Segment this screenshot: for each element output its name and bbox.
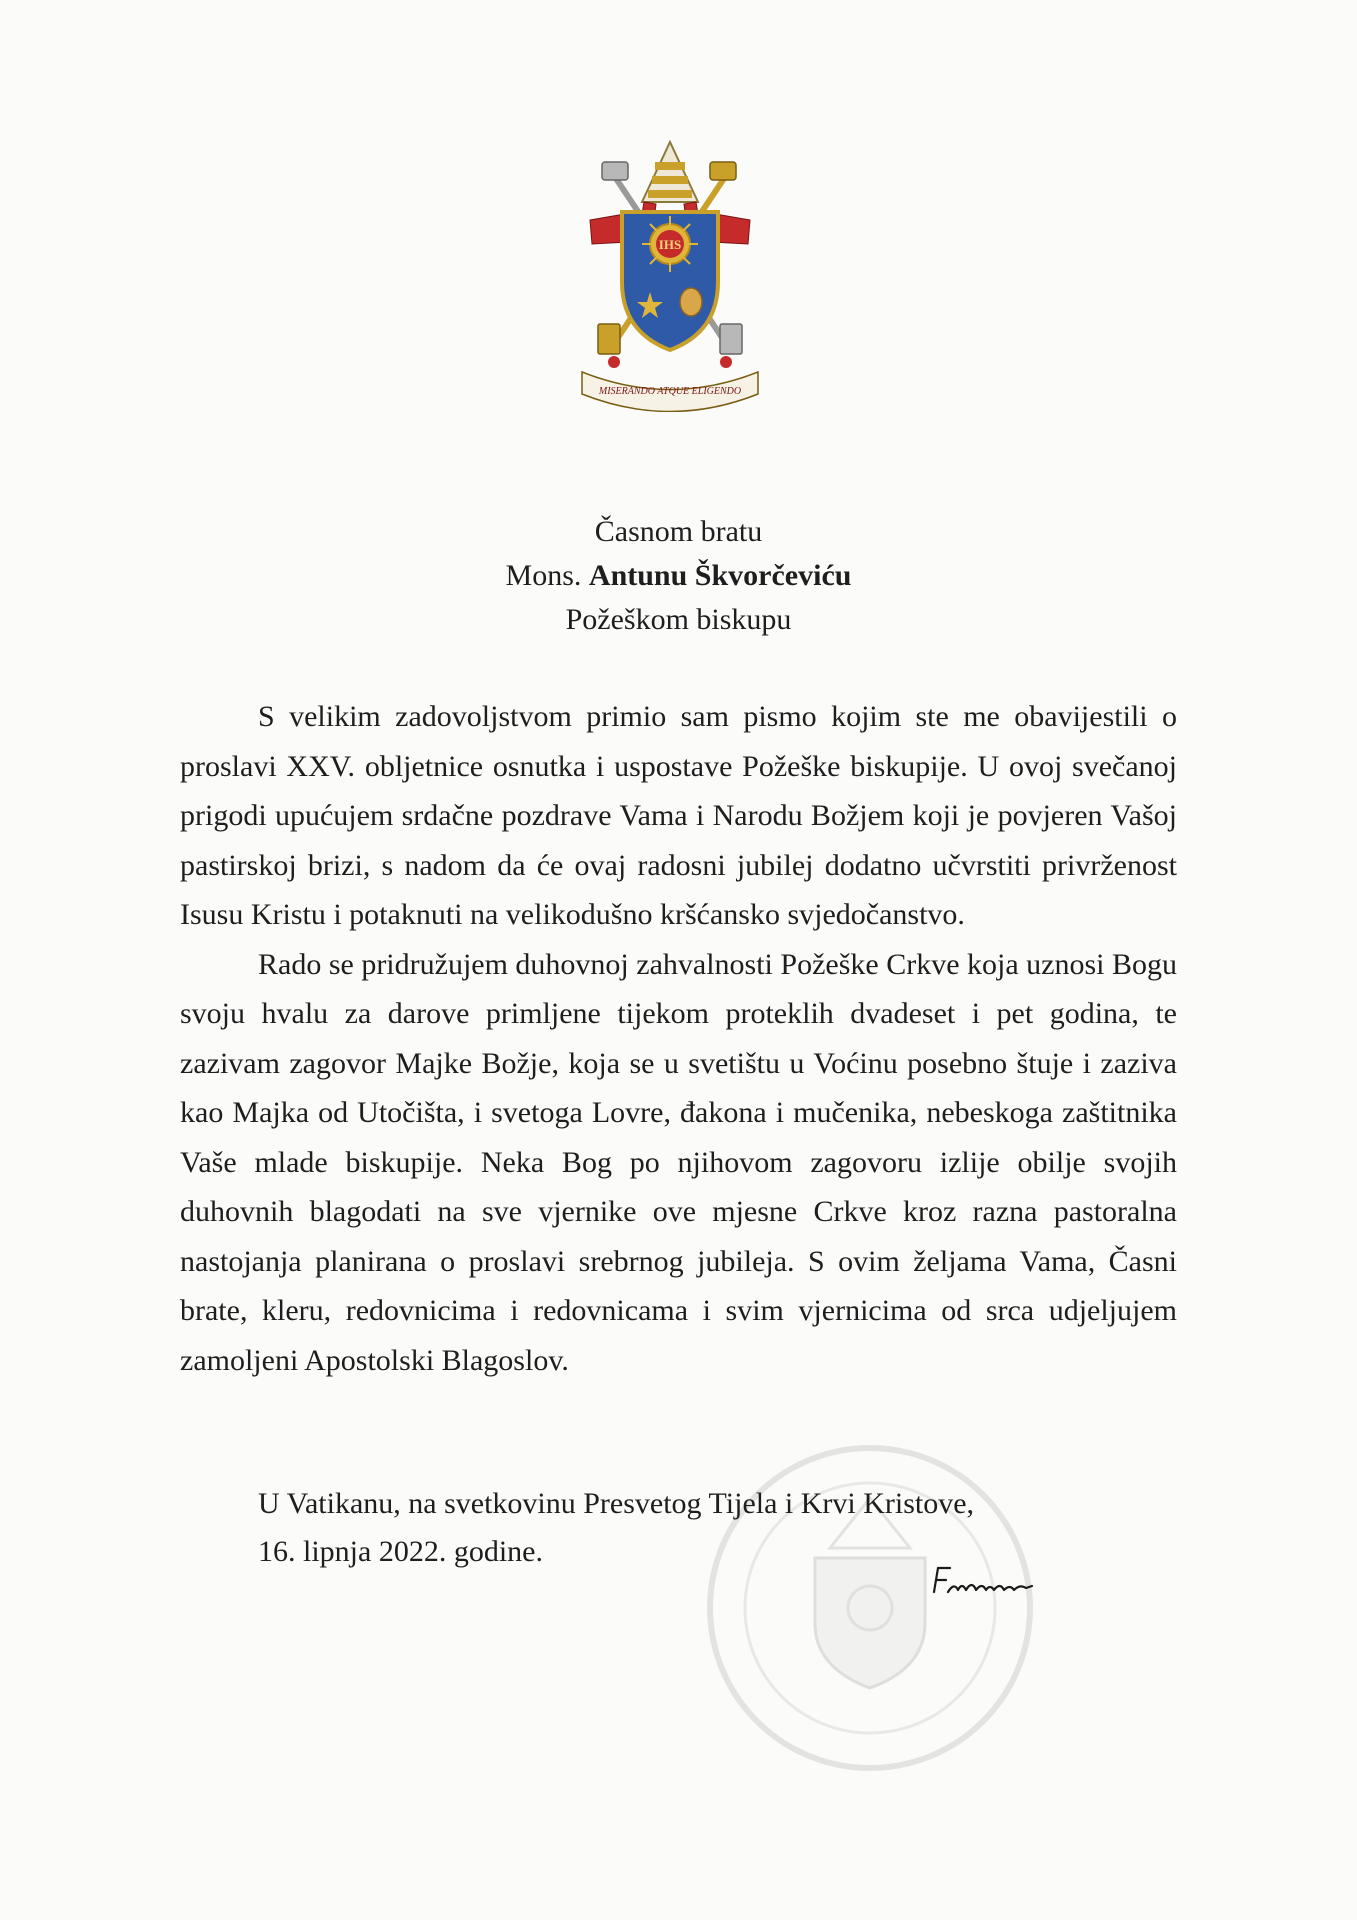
paragraph-2: Rado se pridružujem duhovnoj zahvalnosti Požeške Crkve koja uznosi Bogu svoju hvalu za darove primljene tijekom proteklih dvadeset i pet godina, te zazivam zagovor Majke Božje, koja se u svetištu u Voćinu posebno štuje i zaziva kao Majka od Utočišta, i svetoga Lovre, đakona i mučenika, nebeskoga zaštitnika Vaše mlade biskupije. Neka Bog po njihovom zagovoru izlije obilje svojih duhovnih blagodati na sve vjernike ove mjesne Crkve kroz razna pastoralna nastojanja planirana o proslavi srebrnog jubileja. S ovim željama Vama, Časni brate, kleru, redovnicima i redovnicama i svim vjernicima od srca udjeljujem zamoljeni Apostolski Blagoslov. bbox=[180, 947, 1177, 1377]
papal-coat-of-arms-icon bbox=[570, 132, 770, 412]
signature-franciscus bbox=[928, 1562, 1038, 1602]
closing-line-2: 16. lipnja 2022. godine. bbox=[258, 1535, 543, 1568]
svg-text:MISERANDO ATQUE ELIGENDO: MISERANDO ATQUE ELIGENDO bbox=[598, 386, 742, 397]
recipient-name: Antunu Škvorčeviću bbox=[588, 559, 852, 592]
recipient-role: Požeškom biskupu bbox=[565, 603, 792, 636]
recipient-title: Mons. bbox=[505, 559, 589, 592]
recipient-name-line bbox=[300, 554, 1057, 598]
salutation: Časnom bratu bbox=[594, 515, 763, 548]
closing-line-1: U Vatikanu, na svetkovinu Presvetog Tijela i Krvi Kristove, bbox=[258, 1487, 975, 1520]
svg-text:IHS: IHS bbox=[658, 237, 682, 252]
paragraph-1: S velikim zadovoljstvom primio sam pismo kojim ste me obavijestili o proslavi XXV. obljetnice osnutka i uspostave Požeške biskupije. U ovoj svečanoj prigodi upućujem srdačne pozdrave Vama i Narodu Božjem koji je povjeren Vašoj pastirskoj brizi, s nadom da će ovaj radosni jubilej dodatno učvrstiti privrženost Isusu Kristu i potaknuti na velikodušno kršćansko svjedočanstvo. bbox=[180, 700, 1177, 931]
letter-body bbox=[180, 692, 1177, 1385]
recipient-address bbox=[300, 510, 1057, 642]
